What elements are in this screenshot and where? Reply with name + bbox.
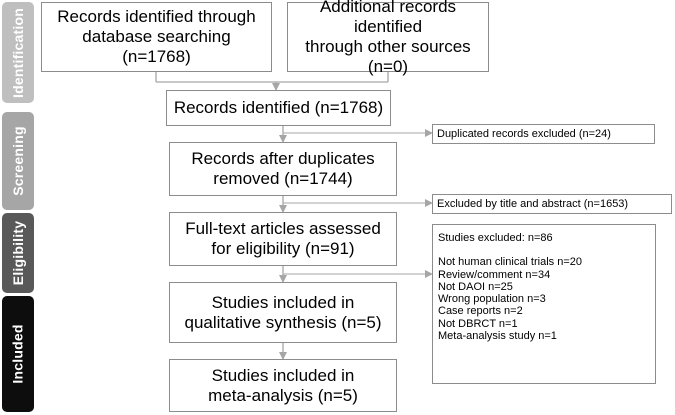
box-line: Records after duplicates [191, 149, 375, 168]
box-qualitative-synthesis [169, 282, 397, 343]
box-line: qualitative synthesis (n=5) [184, 312, 382, 332]
duplicates-excluded-text: Duplicated records excluded (n=24) [437, 128, 611, 140]
stage-eligibility-label: Eligibility [10, 220, 26, 286]
box-duplicates-excluded [432, 124, 655, 144]
box-line: through other sources [305, 37, 471, 56]
box-line: removed (n=1744) [213, 169, 353, 188]
box-line: Studies included in [211, 365, 355, 385]
box-line: database searching [82, 27, 231, 46]
box-line: Records identified (n=1768) [173, 98, 384, 117]
box-line: Additional records identified [319, 0, 457, 36]
exclusion-reason: Not DBRCT n=1 [438, 317, 518, 330]
stage-screening [2, 112, 34, 210]
box-records-identified [166, 90, 391, 126]
exclusion-reason: Wrong population n=3 [438, 293, 546, 306]
stage-included-label: Included [10, 324, 27, 384]
box-line: (n=1768) [122, 47, 191, 66]
box-line: Records identified through [57, 7, 256, 26]
stage-included [2, 296, 34, 412]
stage-eligibility [2, 213, 34, 293]
box-other-sources [287, 0, 489, 76]
box-database-records [41, 2, 272, 72]
box-line: for eligibility (n=91) [211, 239, 355, 258]
stage-identification-label: Identification [10, 7, 27, 98]
exclusion-reason: Meta-analysis study n=1 [438, 330, 557, 343]
box-line: meta-analysis (n=5) [208, 385, 358, 405]
box-full-text [169, 212, 397, 266]
exclusion-reason: Not DAOI n=25 [438, 280, 513, 293]
stage-screening-label: Screening [10, 126, 26, 196]
box-line: Studies included in [211, 292, 355, 312]
box-meta-analysis [169, 359, 397, 412]
stage-identification [2, 2, 34, 103]
box-line: Full-text articles assessed [185, 219, 381, 238]
studies-excluded-title: Studies excluded: n=86 [438, 232, 553, 244]
exclusion-reason: Review/comment n=34 [438, 268, 551, 281]
exclusion-reason: Not human clinical trials n=20 [438, 256, 582, 269]
box-after-duplicates [169, 142, 397, 196]
box-studies-excluded [432, 224, 656, 384]
box-line: (n=0) [367, 57, 409, 76]
exclusion-reason: Case reports n=2 [438, 305, 523, 318]
title-abstract-excluded-text: Excluded by title and abstract (n=1653) [437, 198, 629, 210]
box-title-abstract-excluded [432, 194, 672, 214]
